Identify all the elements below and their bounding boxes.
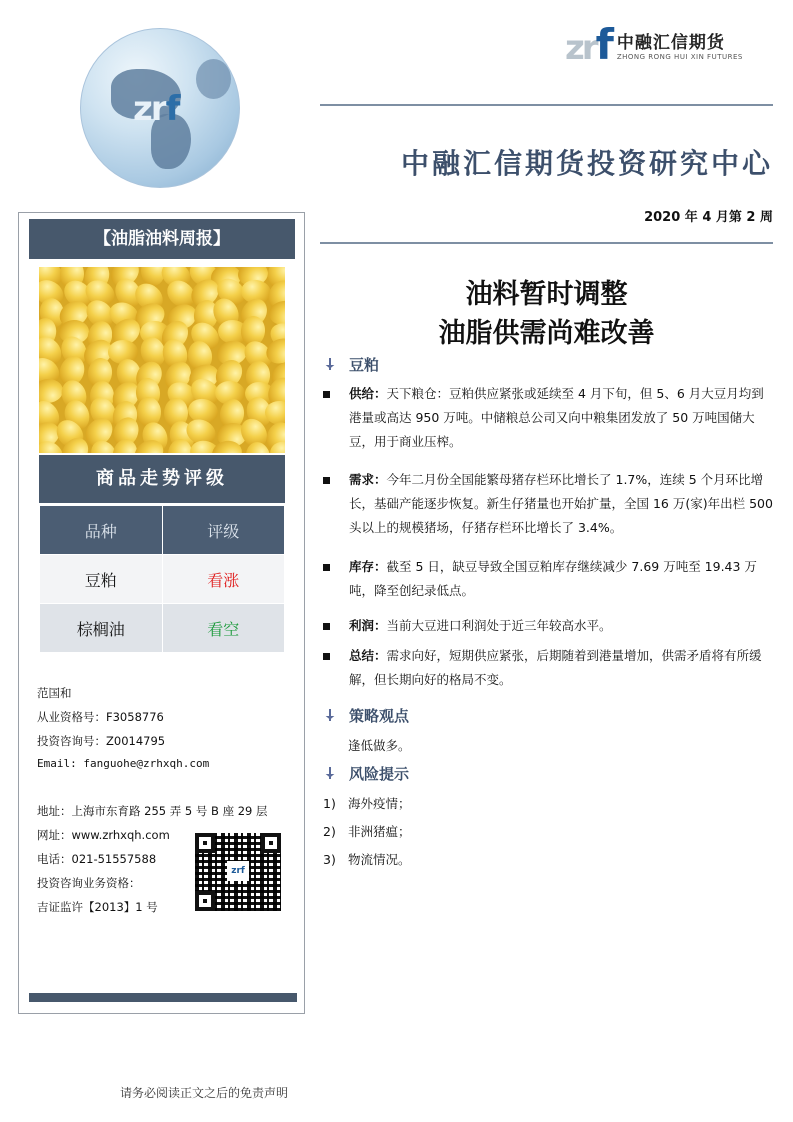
qr-finder <box>261 833 281 853</box>
rating-header: 商品走势评级 <box>39 455 285 503</box>
bullet-square-icon <box>323 564 330 571</box>
headline-line-1: 油料暂时调整 <box>465 279 628 310</box>
list-item: 总结：需求向好，短期供应紧张，后期随着到港量增加，供需矛盾将有所缓解，但长期向好的格局不变。 <box>323 644 775 692</box>
section-heading: 风险提示 <box>323 763 409 784</box>
risk-item: 1) 海外疫情； <box>323 796 411 811</box>
commodity-name: 豆粕 <box>40 555 163 604</box>
strategy-text: 逢低做多。 <box>348 738 411 753</box>
brand-mark: zrf <box>565 19 611 69</box>
commodity-name: 棕榈油 <box>40 604 163 653</box>
risk-item: 3) 物流情况。 <box>323 852 411 867</box>
brand-logo <box>565 19 743 69</box>
report-week: 2020 年 4 月第 2 周 <box>644 210 773 225</box>
table-row <box>40 604 285 653</box>
disclaimer-note: 请务必阅读正文之后的免责声明 <box>120 1086 289 1100</box>
qr-finder <box>195 891 215 911</box>
bullet-square-icon <box>323 623 330 630</box>
globe-zrf-mark: zrf <box>133 89 179 129</box>
license-number: 吉证监许【2013】1 号 <box>37 900 158 914</box>
list-item: 需求：今年二月份全国能繁母猪存栏环比增长了 1.7%，连续 5 个月环比增长，基础产能逐步恢复。新生仔猪量也开始扩量，全国 16 万(家)年出栏 500 头以上的规模猪场，仔猪存栏环比增长了 3.4%。 <box>323 468 775 540</box>
license-label: 投资咨询业务资格： <box>37 876 141 890</box>
table-header-cell: 评级 <box>162 506 285 555</box>
table-row <box>40 555 285 604</box>
email-link[interactable]: Email: fanguohe@zrhxqh.com <box>37 757 210 770</box>
qr-code <box>195 833 281 911</box>
globe-land <box>196 59 231 99</box>
bullet-square-icon <box>323 653 330 660</box>
analyst-name: 范国和 <box>37 686 72 700</box>
table-header-cell: 品种 <box>40 506 163 555</box>
rating-table <box>39 505 285 653</box>
report-type-header: 【油脂油料周报】 <box>29 219 295 259</box>
globe-logo <box>80 28 240 188</box>
address: 地址：上海市东育路 255 弄 5 号 B 座 29 层 <box>37 804 268 818</box>
qualification-number: 从业资格号：F3058776 <box>37 710 164 724</box>
divider <box>320 242 773 244</box>
research-center-title: 中融汇信期货投资研究中心 <box>400 147 773 180</box>
divider <box>320 104 773 106</box>
panel-footer-bar <box>29 993 297 1002</box>
section-arrow-icon <box>323 358 337 372</box>
sidebar-panel <box>18 212 305 1014</box>
brand-name-en: ZHONG RONG HUI XIN FUTURES <box>616 52 743 61</box>
risk-item: 2) 非洲猪瘟； <box>323 824 411 839</box>
section-heading: 策略观点 <box>323 705 409 726</box>
list-item: 供给：天下粮仓：豆粕供应紧张或延续至 4 月下旬，但 5、6 月大豆月均到港量或高达 950 万吨。中储粮总公司又向中粮集团发放了 50 万吨国储大豆，用于商业压榨。 <box>323 382 775 454</box>
bullet-square-icon <box>323 391 330 398</box>
bullet-square-icon <box>323 477 330 484</box>
list-item: 利润：当前大豆进口利润处于近三年较高水平。 <box>323 614 775 638</box>
list-item: 库存：截至 5 日，缺豆导致全国豆粕库存继续减少 7.69 万吨至 19.43 万吨，降至创纪录低点。 <box>323 555 775 603</box>
website-link[interactable]: 网址：www.zrhxqh.com <box>37 828 170 842</box>
consult-number: 投资咨询号：Z0014795 <box>37 734 166 748</box>
qr-logo: zrf <box>227 861 249 881</box>
commodity-rating: 看空 <box>162 604 285 653</box>
section-arrow-icon <box>323 767 337 781</box>
qr-finder <box>195 833 215 853</box>
section-arrow-icon <box>323 709 337 723</box>
brand-name-cn: 中融汇信期货 <box>616 32 725 53</box>
soybean-image <box>39 267 285 453</box>
section-heading: 豆粕 <box>323 354 379 375</box>
phone: 电话：021-51557588 <box>37 852 157 866</box>
commodity-rating: 看涨 <box>162 555 285 604</box>
headline-line-2: 油脂供需尚难改善 <box>438 318 655 349</box>
